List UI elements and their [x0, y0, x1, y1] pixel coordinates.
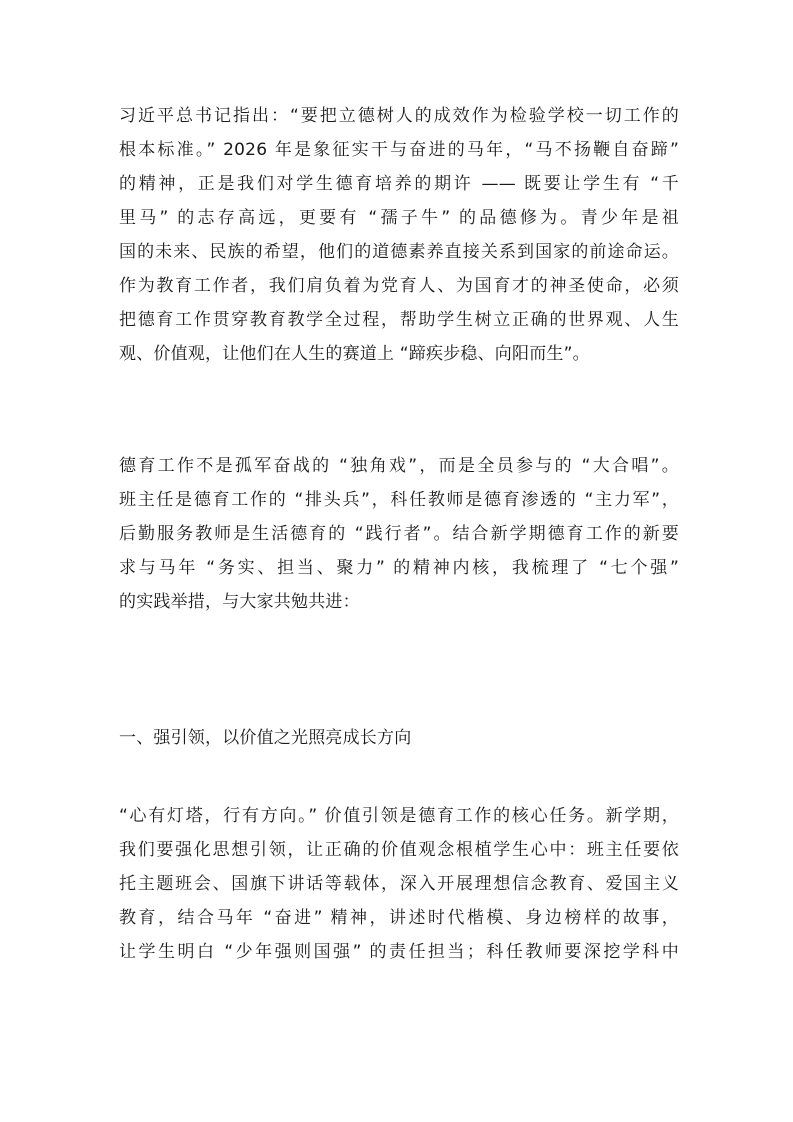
- section-heading: [119, 721, 679, 755]
- text-line: 我们要强化思想引领，让正确的价值观念根植学生心中：班主任要依: [119, 840, 679, 860]
- text-line: 教育，结合马年 “奋进” 精神，讲述时代楷模、身边榜样的故事，: [119, 908, 679, 928]
- text-line: 国的未来、民族的希望，他们的道德素养直接关系到国家的前途命运。: [119, 242, 679, 262]
- text-line: 习近平总书记指出：“要把立德树人的成效作为检验学校一切工作的: [119, 106, 679, 126]
- text-line: “心有灯塔，行有方向。” 价值引领是德育工作的核心任务。新学期，: [119, 806, 679, 826]
- heading-text: 一、强引领，以价值之光照亮成长方向: [119, 728, 412, 748]
- text-line: 后勤服务教师是生活德育的 “践行者”。结合新学期德育工作的新要: [119, 524, 679, 544]
- text-line: 里马” 的志存高远，更要有 “孺子牛” 的品德修为。青少年是祖: [119, 208, 679, 228]
- text-line: 根本标准。” 2026 年是象征实干与奋进的马年，“马不扬鞭自奋蹄”: [119, 140, 679, 160]
- text-line: 观、价值观，让他们在人生的赛道上 “蹄疾步稳、向阳而生”。: [119, 344, 590, 364]
- paragraph-guidance: [119, 799, 679, 969]
- text-line: 德育工作不是孤军奋战的 “独角戏”，而是全员参与的 “大合唱”。: [119, 456, 679, 476]
- text-line: 的实践举措，与大家共勉共进：: [119, 592, 360, 612]
- text-line: 托主题班会、国旗下讲话等载体，深入开展理想信念教育、爱国主义: [119, 874, 679, 894]
- text-line: 让学生明白 “少年强则国强” 的责任担当；科任教师要深挖学科中: [119, 942, 679, 962]
- paragraph-intro: [119, 99, 679, 371]
- text-line: 作为教育工作者，我们肩负着为党育人、为国育才的神圣使命，必须: [119, 276, 679, 296]
- text-line: 求与马年 “务实、担当、聚力” 的精神内核，我梳理了 “七个强”: [119, 558, 679, 578]
- text-line: 把德育工作贯穿教育教学全过程，帮助学生树立正确的世界观、人生: [119, 310, 679, 330]
- text-line: 班主任是德育工作的 “排头兵”，科任教师是德育渗透的 “主力军”，: [119, 490, 679, 510]
- text-line: 的精神，正是我们对学生德育培养的期许 —— 既要让学生有 “千: [119, 174, 679, 194]
- paragraph-teamwork: [119, 449, 679, 619]
